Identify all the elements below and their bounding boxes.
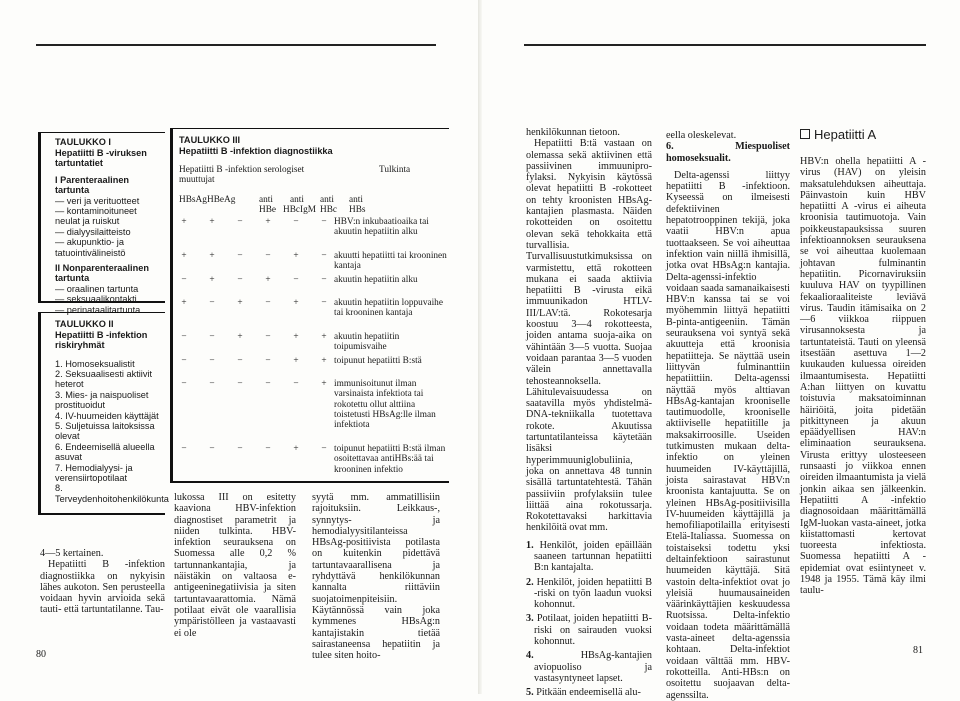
list-item: 7. Hemodialyysi- ja verensiirtopotilaat [55, 462, 133, 483]
column-6-text [800, 156, 926, 597]
list-item [526, 687, 652, 698]
list-number: 4. [526, 650, 534, 662]
table-1-title: TAULUKKO I [55, 137, 111, 147]
list-text: Henkilöt, joiden epäillään saaneen tartunnan hepatiitti B:n kantajalta. [534, 539, 653, 574]
list-number: 2. [526, 576, 534, 588]
table-cell: − [293, 274, 299, 285]
table-cell: + [181, 298, 187, 309]
table-cell: − [209, 379, 215, 390]
table-cell: − [265, 355, 271, 366]
page-number-left: 80 [36, 649, 46, 660]
list-item [526, 540, 652, 574]
table-cell: − [293, 379, 299, 390]
column-3-text [312, 492, 440, 661]
list-text: Potilaat, joiden hepatiitti B-riski on sairauden vuoksi kohonnut. [534, 613, 652, 648]
table-2-box [38, 312, 169, 515]
table-cell-result: toipunut hepatiitti B:stä [334, 355, 422, 366]
table-cell-result: akuutti hepatiitti tai krooninen kantaja [334, 250, 447, 272]
table-cell-result: akuutin hepatiitin alku [334, 274, 418, 285]
table-cell: + [265, 274, 271, 285]
table-cell: − [321, 444, 327, 454]
list-item: 6. Endeemisellä alueella asuvat [55, 441, 155, 463]
list-item: — veri ja verituotteet [55, 195, 140, 206]
table-3-grid [179, 165, 451, 475]
list-item: — oraalinen tartunta [55, 283, 139, 294]
section-heading [800, 127, 926, 142]
table-cell: − [265, 250, 271, 261]
list-item: 8. Terveydenhoitohenkilökunta [55, 483, 169, 504]
table-cell-result: HBV:n inkubaatioaika tai akuutin hepatiitin alku [334, 217, 429, 238]
list-item: 2. Seksuaalisesti aktiivit heterot [55, 368, 153, 390]
paragraph: Hepatiitti B:tä vastaan on olemassa sekä aktiivinen että passiivinen immuuniprofylaksi. Nykyisin käytössä olevat hepatiitti B -rokotteet on tehty kroonisten HBsAg-kantajien plasmasta. Näiden rokotteiden on osoitettu olevan sekä tehokkaita että turvallisia. Turvallisuustutkimuksissa on varmistettu, että rokotteen mukana ei saada aktiivia hepatiitti B -virusta eikä immuunikadon HTLV-III/LAV:tä. Rokotesarja koostuu 3—4 rokotteesta, joiden antama suoja-aika on vähintään 3—5 vuotta. Suojaa voidaan parantaa 3—5 vuoden välein annettavalla tehosteannoksella. Lähitulevaisuudessa on saatavilla myös yhdistelmä-DNA-tekniikalla tuotettava rokote. Akuutissa tartuntatilanteissa käytetään lisäksi hyperimmuuniglobuliinia, joka on annettava 48 tunnin sisällä tartuntatehtestä. Tähän passiiviin profylaksiin tulee liittää aina rokotussarja. Rokotettavaksi harkittavia henkilöitä ovat mm. [526, 138, 652, 534]
table-cell: − [321, 274, 327, 285]
table-cell: + [237, 298, 243, 309]
paragraph: syytä mm. ammatillisiin rajoituksiin. Leikkaus-, synnytys- ja hemodialyysitilanteissa HBsAg-positiivista potilasta on kuitenkin pidettävä tartuntavaarallisena ja ryhdyttävä henkilökunnan kannalta riittäviin suojatoimenpiteisiin. Käytännössä vain joka kymmenes HBsAg:n kantajistakin tietää sairastaneensa hepatiitin ja tulee siten hoito- [312, 492, 440, 662]
paragraph: 6. Miespuoliset homoseksualit. [666, 141, 790, 164]
top-rule-left [36, 44, 436, 46]
column-4-text [526, 127, 652, 699]
marker-label: HBsAg [179, 195, 207, 205]
table-cell: − [237, 444, 243, 454]
list-item: — perinataalitartunta [55, 304, 141, 315]
table-cell-result: toipunut hepatiitti B:stä ilman osoitettavaa antiHBs:ää tai krooninen infektio [334, 444, 446, 475]
table-2-list [55, 358, 169, 505]
table-cell: + [293, 298, 299, 309]
paragraph: Delta-agenssi liittyy hepatiitti B -infektioon. Kyseessä on ilmeisesti defektiivinen hepatotrooppinen tekijä, joka vaatii HBV:n apua tuottaakseen. Se voi aiheuttaa infektion vain niillä ihmisillä, jotka ovat HBsAg:n kantajia. Delta-agenssi-infektio voidaan saada samanaikaisesti HBV:n kanssa tai se voi myöhemmin liittyä hepatiitti B-pinta-antigeeniin. Tämän seurauksena voi syntyä sekä akuutteja että kroonisia hepatiitteja. Se näyttää usein liittyvän fulminanttiin hepatiittiin. Delta-agenssi näyttää myös alttiavan HBsAg-kantajan krooniselle tautimuodolle, krooniselle aktiiviselle hepatiitille ja maksakirroosille. Useiden tutkimusten mukaan delta-infektio on yleinen huumeiden IV-käyttäjillä, joista sairastavat HBV:n kroonista kantajuutta. Se on yleinen HBsAg-positiivisilla IV-huumeiden käyttäjillä ja hemofiliapotilailla erityisesti Etelä-Italiassa. Suomessa on toistaiseksi todettu yksi deltainfektioon sairastunut huumeiden käyttäjä. Sitä vastoin delta-infektiot ovat jo yleisiä huumausaineiden väärinkäyttäjien keskuudessa Ruotsissa. Delta-infektio voidaan todeta määrittämällä vasta-aineet delta-agenssia kohtaan. Delta-infektiot voidaan välttää mm. HBV-rokotteilla. Anti-HBs:n on osoitettu suojaavan delta-agenssilta. [666, 169, 790, 701]
table-cell: + [237, 332, 243, 342]
marker-label: HBc [320, 205, 338, 215]
table-cell: − [237, 250, 243, 261]
table-cell: + [293, 355, 299, 366]
table-cell: − [237, 217, 243, 227]
table-cell: − [181, 332, 187, 342]
table-cell: + [293, 444, 299, 454]
column-2-text [174, 492, 296, 639]
table-cell: + [209, 250, 215, 261]
square-bullet-icon [800, 129, 810, 139]
table-cell: − [209, 444, 215, 454]
list-number: 5. [526, 687, 534, 699]
table-cell: + [181, 250, 187, 261]
marker-label: anti [349, 195, 363, 205]
table-cell: − [209, 355, 215, 366]
paragraph: HBV:n ohella hepatiitti A -virus (HAV) on yleisin maksatulehduksen aiheuttaja. Päinvastoin kuin HBV hepatiitti A -virus ei aiheuta kroonisia tautimuotoja. Vain poikkeustapauksissa suuren infektioannoksen seurauksena se voi aiheuttaa kuolemaan johtavan fulminantin hepatiitin. Picornaviruksiin kuuluva HAV on tyypillinen fekaalioraaliteiste leviävä virus. Taudin itämisaika on 2—6 viikkoa riippuen virusannoksesta ja tartuntateistä. Tauti on yleensä itsestään asettuva 1—2 kuukauden kuluessa oireiden ilmaantumisesta. Hepatiitti A:han liittyen on kuvattu toistuvia maksatoiminnan häiriöitä, joita pidetään pitkittyneen ja akuun epäädyellisen HAV:n eliminaation seurauksena. Virusta erittyy ulosteeseen runsaasti jo viikkoa ennen oireiden ilmaantumista ja vielä jonkin aikaa sen jälkeenkin. Hepatiitti A -infektio diagnosoidaan määrittämällä IgM-luokan vasta-aineet, jotka kiistattomasti kertovat tuoreesta infektiosta. Suomessa hepatiitti A -epidemiat ovat esiintyneet v. 1948 ja 1955. Tämä käy ilmi taulu- [800, 156, 926, 597]
list-item: — dialyysilaitteisto [55, 226, 131, 237]
paragraph: 4—5 kertainen. [40, 548, 104, 559]
table-cell: − [265, 332, 271, 342]
table-cell: + [265, 217, 271, 227]
list-number: 1. [526, 539, 534, 551]
table-cell-result: akuutin hepatiitin loppuvaihe tai krooninen kantaja [334, 298, 443, 319]
table-cell: − [209, 332, 215, 342]
table-cell: − [181, 355, 187, 366]
table-3-title: TAULUKKO III [179, 135, 241, 145]
table-cell: + [181, 217, 187, 227]
list-item [526, 650, 652, 684]
table-cell: − [321, 217, 327, 227]
table-cell: − [321, 250, 327, 261]
marker-label: HBcIgM [283, 205, 317, 215]
list-item: — kontaminoituneet neulat ja ruiskut [55, 205, 137, 227]
marker-label: HBeAg [207, 195, 236, 205]
list-item: 4. IV-huumeiden käyttäjät [55, 410, 159, 421]
table-cell: + [209, 274, 215, 285]
marker-label: HBs [349, 205, 366, 215]
column-4-list [526, 540, 652, 699]
table-cell: − [265, 298, 271, 309]
paragraph: lukossa III on esitetty kaaviona HBV-infektion diagnostiset parametrit ja niiden tulkinta. HBV-infektion seurauksena on Suomessa alle 0,2 % tartunnankantajia, ja näistäkin on valtaosa e-antigeeninegatiivisia ja siten tartuntavaarattomia. Nämä potilaat eivät ole vaarallisia ympäristölleen ja vastaavasti ei ole [174, 492, 296, 639]
marker-label: anti [320, 195, 334, 205]
table-3-head-right: Tulkinta [379, 165, 411, 175]
list-item: 1. Homoseksualistit [55, 358, 135, 369]
paragraph: Hepatiitti B -infektion diagnostiikka on nykyisin lähes aukoton. Sen perusteella voidaan hyvin arvioida sekä tauti- että tartuntatilanne. Tau- [40, 559, 165, 616]
table-cell: − [181, 274, 187, 285]
heading-text: Hepatiitti A [814, 127, 877, 142]
table-cell: + [209, 217, 215, 227]
table-1-group2-title: II Nonparenteraalinen tartunta [55, 262, 149, 284]
table-2-title: TAULUKKO II [55, 319, 114, 329]
left-bottom-text [40, 548, 165, 616]
table-cell: − [321, 298, 327, 309]
page-fold [478, 0, 482, 694]
marker-label: anti [290, 195, 304, 205]
top-rule-right [524, 44, 926, 46]
list-item: 5. Suljetuissa laitoksissa olevat [55, 420, 155, 442]
list-item [526, 613, 652, 647]
table-1-group1-title: I Parenteraalinen tartunta [55, 174, 130, 195]
table-cell: − [265, 444, 271, 454]
paragraph: henkilökunnan tietoon. [526, 127, 620, 138]
table-3-head-left: Hepatiitti B -infektion serologiset muuttujat [179, 165, 305, 186]
list-item: — akupunktio- ja tatuointivälineistö [55, 237, 126, 258]
table-cell: − [237, 355, 243, 366]
table-cell: + [293, 332, 299, 342]
table-cell: − [237, 379, 243, 390]
table-cell: − [181, 444, 187, 454]
table-cell: + [321, 355, 327, 366]
list-number: 3. [526, 613, 534, 625]
table-1-group2-list [55, 284, 161, 315]
table-2-subtitle: Hepatiitti B -infektion riskiryhmät [55, 329, 148, 350]
marker-label: HBe [259, 205, 277, 215]
paragraph: eella oleskelevat. [666, 130, 737, 141]
table-cell: − [293, 217, 299, 227]
list-item: 3. Mies- ja naispuoliset prostituoidut [55, 389, 149, 411]
table-1-group1-list [55, 196, 161, 258]
list-text: HBsAg-kantajien aviopuoliso ja vastasyntyneet lapset. [534, 650, 652, 684]
table-cell: + [293, 250, 299, 261]
table-1-subtitle: Hepatiitti B -viruksen tartuntatiet [55, 147, 147, 168]
list-text: Pitkään endeemisellä alu- [536, 687, 641, 699]
table-cell: − [237, 274, 243, 285]
table-cell: − [181, 379, 187, 390]
list-item: — seksuaalikontakti [55, 294, 137, 305]
column-5-text [666, 130, 790, 701]
table-cell-result: akuutin hepatiitin toipumisvaihe [334, 332, 400, 353]
table-cell: − [209, 298, 215, 309]
table-cell-result: immunisoitunut ilman varsinaista infektiota tai rokotettu ollut alttiina toistetusti HBsAg:lle ilman infektiota [334, 379, 436, 431]
table-3-box [170, 128, 449, 483]
table-3-subtitle: Hepatiitti B -infektion diagnostiikka [179, 145, 333, 156]
table-1-box [38, 132, 165, 315]
table-cell: + [321, 379, 327, 390]
list-text: Henkilöt, joiden hepatiitti B -riski on työn laadun vuoksi kohonnut. [534, 576, 652, 611]
marker-label: anti [259, 195, 273, 205]
table-cell: − [265, 379, 271, 390]
list-item [526, 577, 652, 611]
table-cell: + [321, 332, 327, 342]
page-number-right: 81 [913, 645, 923, 656]
